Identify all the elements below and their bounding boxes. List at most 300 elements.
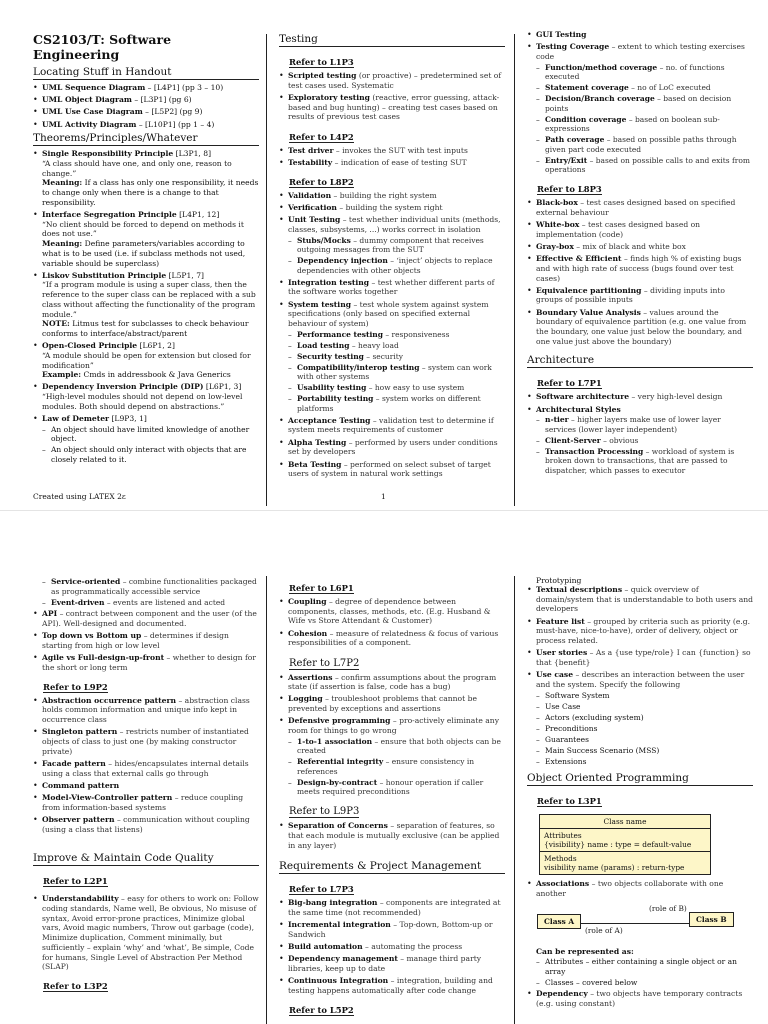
term: Interface Segregation Principle	[42, 210, 177, 220]
list-item	[527, 585, 753, 614]
description: – quick overview of domain/system that is understandable to both users and developers	[536, 585, 753, 614]
list-item	[279, 300, 505, 414]
term: Dependency Inversion Principle (DIP)	[42, 382, 204, 392]
term: Client-Server	[545, 435, 601, 445]
list-item	[33, 894, 259, 972]
sub-text: An object should only interact with objects that are closely related to it.	[51, 445, 247, 464]
description: – ensure that both objects can be created	[297, 736, 501, 756]
integration-list	[279, 898, 505, 995]
column-divider	[266, 576, 267, 1024]
associations-list	[527, 879, 753, 898]
description: – separation of features, so that each module is mutually exclusive (can be applied in any layer)	[288, 821, 500, 850]
list-item	[527, 198, 753, 217]
list-item	[33, 107, 259, 117]
sub-text: Software System	[545, 690, 610, 700]
handout-list	[33, 83, 259, 129]
reference-label: Refer to L7P1	[537, 378, 602, 389]
sub-item	[288, 394, 505, 413]
testing-list	[279, 146, 505, 168]
term: n-tier	[545, 415, 569, 425]
description: – describes an interaction between the user and the system. Specify the following	[536, 670, 745, 689]
sub-item	[536, 735, 753, 745]
description: – responsiveness	[383, 329, 450, 339]
description: – test whether different parts of the software works together	[288, 277, 495, 297]
sub-item	[536, 115, 753, 134]
description: – manage third party libraries, keep up to date	[288, 954, 482, 974]
description: – test cases designed based on implementation (code)	[536, 220, 701, 239]
description: – communication without coupling (using a class that listens)	[42, 814, 250, 834]
reference-label: Refer to L4P2	[289, 131, 354, 142]
sub-text: Preconditions	[545, 723, 598, 733]
list-item	[33, 815, 259, 834]
term: User stories	[536, 648, 588, 658]
sub-item	[42, 445, 259, 464]
quote: “A class should have one, and only one, reason to change.”	[42, 159, 232, 178]
list-item	[279, 146, 505, 156]
list-item	[33, 727, 259, 756]
sub-text: Extensions	[545, 756, 587, 766]
reference-meta: – [L5P2] (pg 9)	[142, 107, 203, 117]
list-item	[527, 648, 753, 667]
reference-meta: [L6P1, 3]	[203, 382, 242, 392]
description: – validation test to determine if system meets requirements of customer	[288, 415, 494, 435]
sub-item	[42, 598, 259, 608]
term: Beta Testing	[288, 459, 342, 469]
term: Defensive programming	[288, 716, 391, 726]
term: Referential integrity	[297, 757, 384, 767]
list-item	[279, 278, 505, 297]
description: – system can work with other systems	[297, 362, 492, 382]
association-line	[581, 923, 689, 924]
list-item	[279, 460, 505, 479]
description: – pro-actively eliminate any room for things to go wrong	[288, 716, 499, 736]
description: – components are integrated at the same time (not recommended)	[288, 898, 501, 918]
uml-attributes-label: Attributes	[544, 831, 582, 841]
description: – test whether individual units (methods, classes, subsystems, ...) works correct in isolation	[288, 215, 501, 235]
term: Abstraction occurrence pattern	[42, 695, 177, 705]
uml-methods-section	[540, 851, 710, 874]
column-divider	[266, 34, 267, 506]
description: – no of LoC executed	[628, 83, 711, 93]
sub-item	[288, 341, 505, 351]
sub-item	[536, 447, 753, 476]
term: Coupling	[288, 597, 327, 606]
description: – workload of system is broken down to transactions, that are passed to dispatcher, which passes to executor	[545, 446, 735, 475]
description: – based on possible paths through given part code executed	[545, 135, 737, 154]
reference-label: Refer to L3P1	[537, 796, 602, 807]
reference-meta: – [L3P1] (pg 6)	[131, 95, 192, 105]
term: Cohesion	[288, 628, 328, 638]
list-item	[527, 308, 753, 347]
description: – mix of black and white box	[573, 241, 686, 251]
description: (reactive, error guessing, attack-based and bug hunting) – creating test cases based on results of previous test cases	[288, 92, 500, 122]
term: Stubs/Mocks	[297, 235, 351, 245]
column-divider	[514, 34, 515, 506]
separation-list	[279, 821, 505, 850]
reference-heading: Refer to L7P2	[289, 657, 360, 669]
reference-meta: [L6P1, 2]	[137, 341, 175, 351]
reference-meta: [L9P3, 1]	[109, 414, 147, 424]
list-item	[279, 71, 505, 90]
sub-item	[536, 978, 753, 988]
sub-item	[536, 691, 753, 701]
list-item	[279, 976, 505, 995]
document-title: CS2103/T: Software Engineering	[33, 32, 172, 62]
page-number: 1	[381, 492, 386, 501]
description: – system works on different platforms	[297, 394, 481, 413]
term: Architectural Styles	[536, 404, 621, 414]
list-item	[527, 405, 753, 476]
list-item	[33, 83, 259, 93]
description: – combine functionalities packaged as programmatically accessible service	[51, 577, 257, 596]
uml-methods-label: Methods	[544, 854, 577, 864]
description: – test cases designed based on specified external behaviour	[536, 198, 736, 217]
list-item	[33, 149, 259, 207]
sub-text: Classes – covered below	[545, 977, 638, 987]
sub-list	[536, 415, 753, 475]
uml-attributes-signature: {visibility} name : type = default-value	[544, 840, 692, 850]
reference-meta: [L4P1, 12]	[176, 210, 220, 220]
list-item	[279, 954, 505, 973]
quote: “If a program module is using a super class, then the reference to the super class can be replaced with a sub class without affecting the functionality of the program module.”	[42, 280, 256, 319]
term: Statement coverage	[545, 83, 629, 93]
term: UML Use Case Diagram	[42, 107, 143, 117]
description: – ensure consistency in references	[297, 757, 475, 776]
page1-column-1	[33, 30, 259, 500]
term: Compatibility/interop testing	[297, 362, 420, 372]
list-item	[279, 716, 505, 796]
term: Equivalence partitioning	[536, 285, 642, 295]
sub-text: Use Case	[545, 701, 581, 711]
term: Use case	[536, 670, 574, 680]
explanation-label: NOTE:	[42, 319, 70, 329]
term: UML Sequence Diagram	[42, 83, 146, 92]
description: – building the right system	[331, 190, 437, 200]
page2-column-2	[279, 576, 505, 1024]
sub-item	[536, 713, 753, 723]
term: Test driver	[288, 145, 334, 155]
reference-meta: [L5P1, 7]	[166, 270, 204, 280]
description: – based on possible calls to and exits from operations	[545, 155, 751, 175]
sub-item	[288, 778, 505, 797]
term: Service-oriented	[51, 577, 121, 586]
description: – building the system right	[336, 203, 443, 213]
term: Feature list	[536, 616, 585, 626]
description: – abstraction class holds common information and unique info kept in occurrence class	[42, 695, 250, 725]
term: Dependency management	[288, 954, 398, 964]
term: Alpha Testing	[288, 437, 347, 447]
description: – restricts number of instantiated objects of class to just one (by making constructor private)	[42, 727, 249, 756]
sub-item	[288, 352, 505, 362]
uml-class-name: Class name	[603, 817, 647, 827]
term: Understandability	[42, 894, 119, 904]
description: – no. of functions executed	[545, 62, 725, 82]
list-item	[33, 609, 259, 628]
term: Model-View-Controller pattern	[42, 793, 173, 803]
term: Validation	[288, 190, 332, 200]
reference-heading: Refer to L9P3	[289, 806, 360, 818]
page1-column-3	[527, 30, 753, 510]
description: – based on decision points	[545, 94, 732, 113]
sub-item	[288, 256, 505, 275]
explanation	[42, 178, 259, 207]
list-item	[33, 271, 259, 339]
sub-item	[288, 363, 505, 382]
list-item	[279, 438, 505, 457]
term: Condition coverage	[545, 114, 627, 124]
coupling-cohesion-list	[279, 597, 505, 648]
represented-list	[536, 957, 753, 987]
section-heading-theorems: Theorems/Principles/Whatever	[33, 132, 259, 146]
term: Incremental integration	[288, 920, 391, 930]
role-b-label: (role of B)	[649, 904, 687, 914]
term: Acceptance Testing	[288, 415, 371, 425]
term: Entry/Exit	[545, 155, 588, 165]
explanation-text: Cmds in addressbook & Java Generics	[81, 370, 231, 380]
explanation	[42, 319, 259, 338]
quote: “A module should be open for extension but closed for modification”	[42, 350, 251, 370]
term: System testing	[288, 299, 352, 309]
description: – two objects collaborate with one another	[536, 879, 724, 898]
page1-column-2	[279, 30, 505, 510]
quote: “No client should be forced to depend on methods it does not use.”	[42, 219, 244, 239]
description: – whether to design for the short or long term	[42, 652, 256, 672]
list-item	[33, 382, 259, 411]
description: – contract between component and the user (of the API). Well-designed and documented.	[42, 609, 257, 628]
description: – ‘inject’ objects to replace dependencies with other objects	[297, 256, 493, 275]
section-heading-oop: Object Oriented Programming	[527, 772, 753, 786]
list-item	[279, 158, 505, 168]
explanation	[42, 239, 259, 268]
sub-item	[536, 724, 753, 734]
uml-class-diagram	[539, 814, 711, 875]
testing-continued-list	[527, 30, 753, 175]
reference-label: Refer to L7P3	[289, 884, 354, 895]
term: Software architecture	[536, 392, 630, 402]
term: Scripted testing	[288, 71, 357, 80]
term: Continuous Integration	[288, 976, 389, 986]
description: – performed on select subset of target users of system in natural work settings	[288, 459, 491, 479]
list-item	[33, 120, 259, 130]
term: Load testing	[297, 340, 350, 350]
explanation-label: Meaning:	[42, 239, 83, 249]
sub-item	[536, 94, 753, 113]
term: Transaction Processing	[545, 446, 644, 456]
description: – performed by users under conditions set by developers	[288, 437, 498, 457]
testing-groups	[279, 50, 505, 479]
term: Performance testing	[297, 329, 384, 339]
sub-item	[536, 415, 753, 434]
term: Testing Coverage	[536, 42, 610, 52]
term: Agile vs Full-design-up-front	[42, 652, 165, 662]
term: Path coverage	[545, 135, 605, 145]
term: Decision/Branch coverage	[545, 94, 655, 104]
description: – automating the process	[362, 942, 463, 952]
term: Logging	[288, 694, 323, 704]
testing-list	[279, 71, 505, 122]
term: Event-driven	[51, 597, 105, 607]
list-item	[527, 879, 753, 898]
description: – obvious	[600, 435, 639, 445]
sub-text: An object should have limited knowledge of another object.	[51, 424, 250, 444]
description: – two objects have temporary contracts (e.g. using constant)	[536, 989, 743, 1009]
list-item	[279, 821, 505, 850]
list-item	[527, 254, 753, 283]
sub-item	[536, 746, 753, 756]
list-item	[33, 414, 259, 464]
description: – invokes the SUT with test inputs	[333, 145, 468, 155]
term: Single Responsibility Principle	[42, 149, 174, 159]
sub-text: Actors (excluding system)	[545, 712, 644, 722]
term: Integration testing	[288, 277, 370, 287]
term: Singleton pattern	[42, 727, 118, 737]
list-item	[33, 793, 259, 812]
description: – measure of relatedness & focus of various responsibilities of a component.	[288, 628, 499, 648]
reference-meta: – [L4P1] (pp 3 – 10)	[145, 83, 224, 92]
explanation-label: Meaning:	[42, 178, 83, 188]
reference-label: Refer to L8P2	[289, 176, 354, 187]
description: – confirm assumptions about the program state (if assertion is false, code has a bug)	[288, 672, 497, 692]
explanation-text: Litmus test for subclasses to check behaviour conforms to interface/abstract/parent	[42, 319, 249, 338]
list-item	[527, 617, 753, 646]
sub-text: Main Success Scenario (MSS)	[545, 745, 660, 755]
description: – based on boolean sub-expressions	[545, 114, 720, 134]
section-heading-architecture: Architecture	[527, 354, 753, 368]
term: Exploratory testing	[288, 92, 370, 102]
sub-item	[288, 236, 505, 255]
description: – events are listened and acted	[104, 597, 226, 607]
list-item	[279, 898, 505, 917]
term: Portability testing	[297, 394, 374, 404]
sub-item	[536, 436, 753, 446]
description: – troubleshoot problems that cannot be prevented by exceptions and assertions	[288, 694, 477, 714]
reference-meta: [L3P1, 8]	[173, 149, 212, 159]
term: Build automation	[288, 942, 363, 952]
description: – values around the boundary of equivalence partition (e.g. one value from the boundary, one value just below the boundary, and one value just above the boundary)	[536, 307, 747, 346]
list-item	[33, 653, 259, 672]
list-item	[279, 694, 505, 713]
explanation	[42, 370, 259, 380]
description: – easy for others to work on: Follow coding standards, Name well, Be obvious, No misuse of syntax, Avoid error-prone practices, Minimize global vars, Avoid magic numbers, Throw out garbage (code), Minimize duplication, Comment minimally, but sufficiently – explain ‘why’ and ‘what’, Be simple, Code for humans, Single Level of Abstraction Per Method (SLAP)	[42, 894, 259, 972]
page2-column-1	[33, 576, 259, 1024]
term: Textual descriptions	[536, 585, 623, 594]
sub-item	[42, 577, 259, 596]
sub-item	[288, 737, 505, 756]
reference-label: Refer to L8P3	[537, 184, 602, 195]
description: – degree of dependence between components, classes, methods, etc. (E.g. Husband & Wife vs Store Attendant & Customer)	[288, 597, 491, 626]
description: – grouped by criteria such as priority (e.g. must-have, nice-to-have), order of delivery, object or process related.	[536, 616, 751, 646]
list-item	[527, 242, 753, 252]
term: Facade pattern	[42, 758, 106, 768]
section-heading-code-quality: Improve & Maintain Code Quality	[33, 852, 259, 866]
class-a-box: Class A	[537, 914, 581, 929]
section-heading-testing: Testing	[279, 33, 505, 47]
uml-attributes-section	[540, 828, 710, 851]
sub-list	[42, 425, 259, 465]
list-item	[33, 781, 259, 791]
explanation-text: Define parameters/variables according to what is to be used (i.e. if subclass methods not used, variable should be superclass)	[42, 239, 246, 268]
role-a-label: (role of A)	[585, 926, 623, 936]
sub-item	[536, 757, 753, 767]
term: 1-to-1 association	[297, 736, 373, 746]
list-item	[33, 210, 259, 268]
term: Associations	[536, 879, 590, 889]
term: GUI Testing	[536, 30, 587, 39]
description: – finds high % of existing bugs and with high rate of success (bugs found over test cases)	[536, 254, 742, 283]
description: – security	[363, 351, 403, 361]
term: Big-bang integration	[288, 898, 378, 908]
term: Assertions	[288, 672, 333, 682]
list-item	[527, 30, 753, 40]
term: White-box	[536, 220, 580, 230]
requirements-list	[527, 585, 753, 766]
term: Black-box	[536, 198, 578, 208]
reference-label: Refer to L5P2	[289, 1005, 354, 1016]
description: – very high-level design	[629, 392, 723, 402]
section-heading-requirements: Requirements & Project Management	[279, 860, 505, 874]
defensive-list	[279, 673, 505, 797]
sub-text: Guarantees	[545, 734, 589, 744]
description: – honour operation if caller meets required preconditions	[297, 777, 484, 797]
list-item	[279, 93, 505, 122]
architectural-styles-continued	[42, 577, 259, 607]
term: Function/method coverage	[545, 62, 658, 72]
description: – Top-down, Bottom-up or Sandwich	[288, 920, 493, 939]
term: Unit Testing	[288, 215, 341, 225]
page2-column-3	[527, 576, 753, 1024]
list-item	[279, 416, 505, 435]
description: – higher layers make use of lower layer services (lower layer independent)	[545, 415, 721, 434]
list-item	[527, 220, 753, 239]
sub-item	[536, 702, 753, 712]
design-list	[33, 609, 259, 672]
term: Observer pattern	[42, 814, 115, 824]
sub-item	[536, 156, 753, 175]
testing-technique-list	[527, 198, 753, 346]
list-item	[279, 629, 505, 648]
description: – heavy load	[349, 340, 399, 350]
sub-list	[288, 330, 505, 414]
term: Open-Closed Principle	[42, 341, 138, 351]
list-item	[527, 42, 753, 174]
term: Testability	[288, 157, 333, 167]
list-item	[279, 191, 505, 201]
list-item	[279, 215, 505, 275]
list-item	[527, 670, 753, 766]
term: API	[42, 609, 58, 618]
list-item	[33, 696, 259, 725]
term: Dependency	[536, 989, 588, 999]
term: Top down vs Bottom up	[42, 630, 142, 640]
description: – hides/encapsulates internal details using a class that external calls go through	[42, 758, 249, 778]
reference-label: Refer to L9P2	[43, 681, 108, 692]
theorems-list	[33, 149, 259, 464]
sub-item	[42, 425, 259, 444]
description: – dummy component that receives outgoing messages from the SUT	[297, 235, 484, 255]
architecture-list	[527, 392, 753, 475]
sub-list	[536, 63, 753, 175]
term: Security testing	[297, 351, 364, 361]
term: Command pattern	[42, 780, 120, 790]
design-patterns-list	[33, 696, 259, 835]
sub-item	[536, 135, 753, 154]
term: Dependency injection	[297, 256, 388, 266]
reference-meta: – [L10P1] (pp 1 – 4)	[136, 119, 215, 129]
sub-text: Attributes – either containing a single object or an array	[545, 957, 737, 976]
association-diagram	[527, 904, 753, 944]
list-item	[33, 95, 259, 105]
term: Usability testing	[297, 383, 367, 393]
